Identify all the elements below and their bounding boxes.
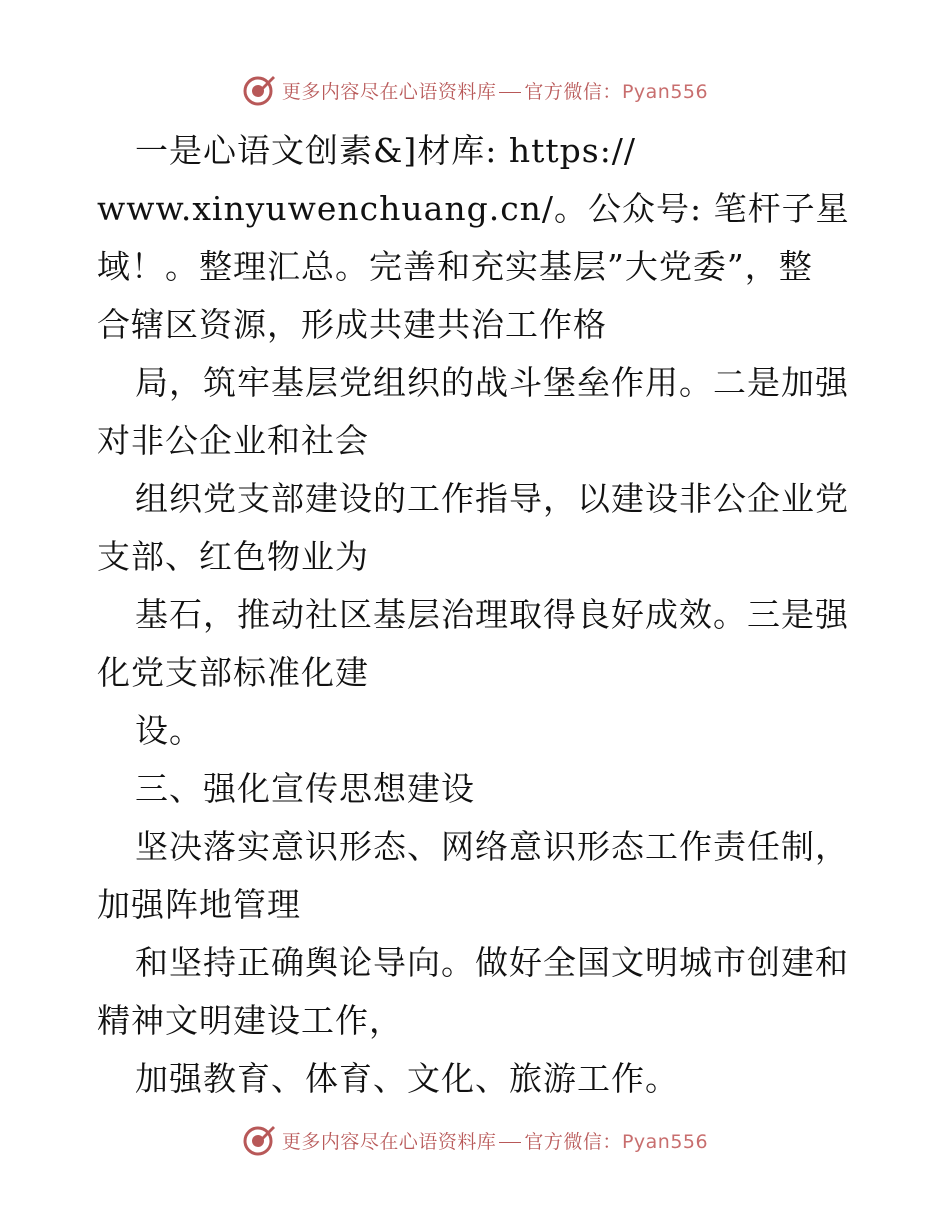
body-line: www.xinyuwenchuang.cn/。公众号: 笔杆子星 — [97, 189, 850, 228]
header-banner-text: 更多内容尽在心语资料库 官方微信：Pyan556 — [281, 80, 709, 103]
body-line: 对非公企业和社会 — [97, 421, 369, 460]
body-line: 基石，推动社区基层治理取得良好成效。三是强 — [135, 595, 849, 634]
pen-logo-icon — [242, 73, 276, 107]
section-heading: 三、强化宣传思想建设 — [135, 769, 475, 808]
body-line: 坚决落实意识形态、网络意识形态工作责任制， — [135, 827, 849, 866]
body-line: 组织党支部建设的工作指导，以建设非公企业党 — [135, 479, 849, 518]
body-line: 加强教育、体育、文化、旅游工作。 — [135, 1059, 679, 1098]
body-line: 域！。整理汇总。完善和充实基层”大党委”，整 — [97, 247, 813, 286]
body-line: 局，筑牢基层党组织的战斗堡垒作用。二是加强 — [135, 363, 849, 402]
body-line: 和坚持正确舆论导向。做好全国文明城市创建和 — [135, 943, 849, 982]
body-line: 精神文明建设工作， — [97, 1001, 403, 1040]
footer-banner-text: 更多内容尽在心语资料库 官方微信：Pyan556 — [281, 1130, 709, 1153]
header-banner — [0, 70, 950, 110]
pen-logo-icon — [242, 1123, 276, 1157]
body-line: 支部、红色物业为 — [97, 537, 369, 576]
body-line: 加强阵地管理 — [97, 885, 301, 924]
body-line: 化党支部标准化建 — [97, 653, 369, 692]
body-line: 合辖区资源，形成共建共治工作格 — [97, 305, 607, 344]
body-line: 设。 — [135, 711, 203, 750]
body-line: 一是心语文创素&]材库: https:// — [135, 131, 637, 170]
document-body — [97, 122, 857, 1108]
footer-banner — [0, 1120, 950, 1160]
